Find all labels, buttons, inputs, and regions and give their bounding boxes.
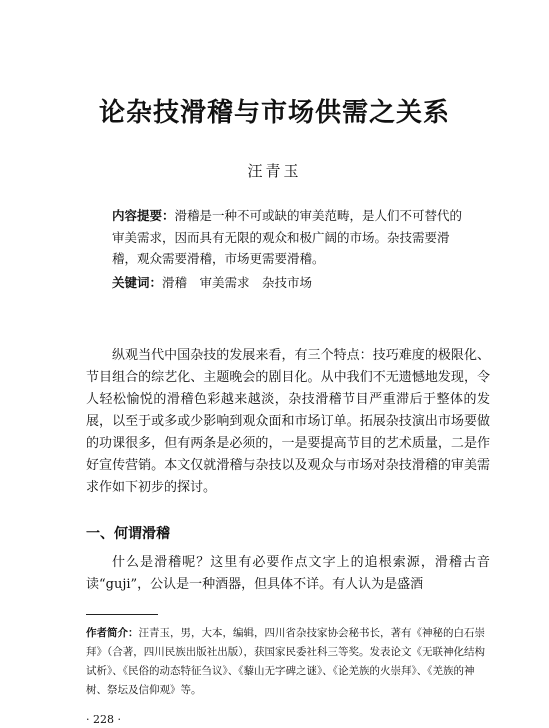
keywords-label: 关键词： — [112, 274, 163, 290]
keywords-text: 滑稽 审美需求 杂技市场 — [162, 274, 313, 290]
footnote-divider — [86, 614, 158, 615]
body-paragraph-1: 纵观当代中国杂技的发展来看，有三个特点：技巧难度的极限化、节目组合的综艺化、主题晚会的剧目化。从中我们不无遗憾地发现，令人轻松愉悦的滑稽色彩越来越淡，杂技滑稽节目严重滞后于整体的发展，以至于或多或少影响到观众面和市场订单。拓展杂技演出市场要做的功课很多，但有两条是必须的，一是要提高节目的艺术质量，二是作好宣传营销。本文仅就滑稽与杂技以及观众与市场对杂技滑稽的审美需求作如下初步的探讨。 — [86, 348, 490, 495]
author-name: 汪青玉 — [247, 162, 302, 180]
footnote-label: 作者简介： — [86, 627, 139, 639]
article-title: 论杂技滑稽与市场供需之关系 — [98, 98, 450, 128]
footnote — [86, 624, 490, 700]
page-number: · 228 · — [86, 713, 121, 726]
keywords — [112, 272, 464, 294]
abstract — [112, 205, 464, 270]
section-heading: 一、何谓滑稽 — [86, 526, 170, 542]
footnote-text: 汪青玉，男，大本，编辑，四川省杂技家协会秘书长，著有《神秘的白石崇拜》（合著，四川民族出版社出版），获国家民委社科三等奖。发表论文《无联神化结构试析》、《民俗的动态特征刍议》、《藜山无字碑之谜》、《论羌族的火崇拜》、《羌族的神树、祭坛及信仰观》等。 — [86, 627, 485, 696]
body-paragraph-2: 什么是滑稽呢？这里有必要作点文字上的追根索源，滑稽古音读“guji”，公认是一种酒器，但具体不详。有人认为是盛酒 — [86, 555, 490, 592]
abstract-text: 滑稽是一种不可或缺的审美范畴，是人们不可替代的审美需求，因而具有无限的观众和极广阔的市场。杂技需要滑稽，观众需要滑稽，市场更需要滑稽。 — [112, 208, 463, 266]
abstract-block — [112, 205, 464, 293]
abstract-label: 内容提要： — [112, 208, 175, 223]
